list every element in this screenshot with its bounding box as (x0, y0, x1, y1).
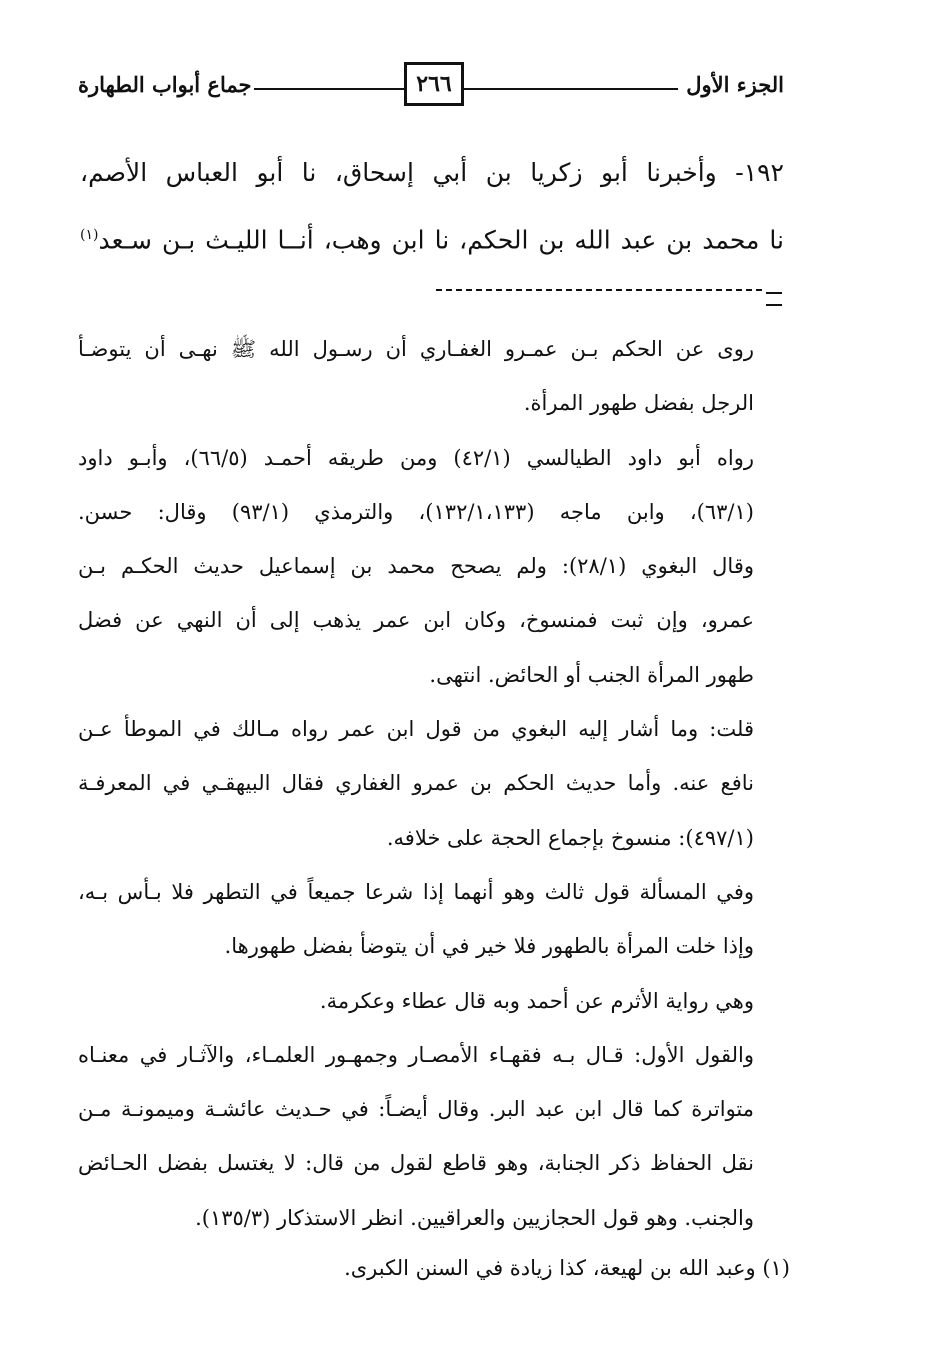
page-number: ٢٦٦ (404, 62, 464, 106)
note-line: والجنب. وهو قول الحجازيين والعراقيين. انظر الاستذكار (١٣٥/٣). (195, 1205, 754, 1230)
main-text-line: ١٩٢- وأخبرنا أبو زكريا بن أبي إسحاق، نا أبو العباس الأصم، (80, 158, 784, 187)
note-line: وهي رواية الأثرم عن أحمد وبه قال عطاء وعكرمة. (319, 988, 754, 1013)
note-line: وفي المسألة قول ثالث وهو أنهما إذا شرعا جميعاً في التطهر فلا بـأس بـه، (78, 879, 754, 904)
note-line: الرجل بفضل طهور المرأة. (523, 391, 754, 416)
footnote-marker: (١) (80, 227, 99, 243)
note-line: عمرو، وإن ثبت فمنسوخ، وكان ابن عمر يذهب إلى أن النهي عن فضل (78, 608, 754, 633)
note-line: (٤٩٧/١): منسوخ بإجماع الحجة على خلافه. (386, 825, 754, 850)
note-line: نقل الحفاظ ذكر الجنابة، وهو قاطع لقول من قال: لا يغتسل بفضل الحـائض (78, 1151, 754, 1176)
note-line: طهور المرأة الجنب أو الحائض. انتهى. (429, 662, 754, 687)
footnote-text: (١) وعبد الله بن لهيعة، كذا زيادة في السنن الكبرى. (344, 1256, 790, 1280)
header-rule-left (254, 88, 404, 90)
running-header (78, 62, 784, 118)
header-rule-right (464, 88, 678, 90)
main-text (80, 142, 784, 266)
chapter-title: جماع أبواب الطهارة (78, 72, 252, 97)
note-line: روى عن الحكم بـن عمـرو الغفـاري أن رسـول الله ﷺ نهـى أن يتوضـأ (78, 337, 754, 361)
note-line: نافع عنه. وأما حديث الحكم بن عمرو الغفاري فقال البيهقـي في المعرفـة (78, 771, 754, 796)
notes-separator (436, 289, 762, 291)
footnote (300, 1246, 790, 1290)
commentary-notes (78, 322, 754, 1245)
volume-title: الجزء الأول (686, 72, 784, 97)
note-line: متواترة كما قال ابن عبد البر. وقال أيضـاً: في حـديث عائشـة وميمونـة مـن (78, 1097, 754, 1122)
note-line: وقال البغوي (٢٨/١): ولم يصحح محمد بن إسماعيل حديث الحكـم بـن (78, 554, 754, 579)
note-line: قلت: وما أشار إليه البغوي من قول ابن عمر رواه مـالك في الموطأ عـن (78, 717, 754, 742)
note-line: والقول الأول: قـال بـه فقهـاء الأمصـار وجمهـور العلمـاء، والآثـار في معنـاه (78, 1042, 754, 1067)
note-line: (٦٣/١)، وابن ماجه (١٣٢/١،١٣٣)، والترمذي (٩٣/١) وقال: حسن. (78, 499, 754, 524)
note-line: وإذا خلت المرأة بالطهور فلا خير في أن يتوضأ بفضل طهورها. (224, 934, 754, 959)
note-line: رواه أبو داود الطيالسي (٤٢/١) ومن طريقه أحمـد (٦٦/٥)، وأبـو داود (78, 445, 754, 470)
main-text-line: نا محمد بن عبد الله بن الحكم، نا ابن وهب، أنــا الليـث بـن سـعد$^{(١)}$ (80, 225, 784, 255)
continuation-mark (766, 292, 782, 306)
